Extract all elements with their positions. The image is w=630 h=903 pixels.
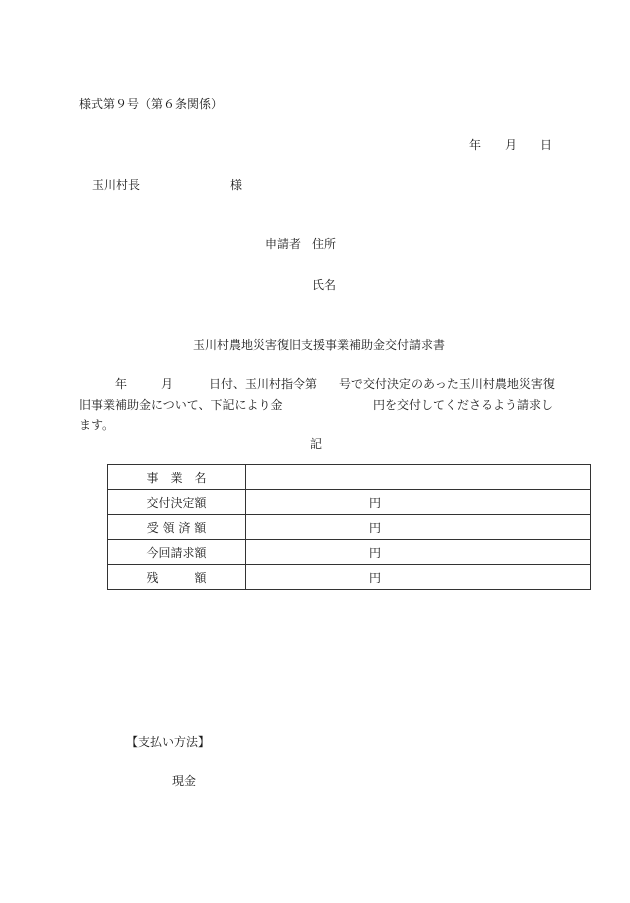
table-row	[108, 515, 591, 540]
row-label: 交付決定額	[108, 490, 246, 515]
body-line2-end: 円を交付してくださるよう請求し	[373, 398, 554, 412]
body-day-text: 日付、玉川村指令第	[209, 377, 318, 391]
date-day: 日	[540, 138, 553, 152]
row-unit: 円	[369, 521, 382, 535]
body-line3: ます。	[79, 418, 115, 432]
name-label: 氏名	[312, 278, 337, 292]
row-value	[246, 490, 591, 515]
table-row	[108, 540, 591, 565]
row-unit: 円	[369, 546, 382, 560]
payment-method: 現金	[172, 774, 197, 788]
body-year: 年	[115, 377, 128, 391]
body-month: 月	[161, 377, 174, 391]
row-label: 今回請求額	[108, 540, 246, 565]
date-year: 年	[469, 138, 482, 152]
form-number: 様式第９号（第６条関係）	[79, 97, 224, 111]
row-value	[246, 565, 591, 590]
row-unit: 円	[369, 571, 382, 585]
table-row	[108, 465, 591, 490]
date-month: 月	[505, 138, 518, 152]
row-label: 残 額	[108, 565, 246, 590]
table-row	[108, 490, 591, 515]
record-table	[107, 464, 591, 590]
addressee-honorific: 様	[230, 178, 243, 192]
applicant-label: 申請者	[265, 237, 302, 251]
row-value	[246, 465, 591, 490]
table-row	[108, 565, 591, 590]
document-title: 玉川村農地災害復旧支援事業補助金交付請求書	[193, 338, 446, 352]
ki-heading: 記	[310, 437, 323, 451]
row-value	[246, 515, 591, 540]
payment-heading: 【支払い方法】	[126, 735, 211, 749]
body-line2-start: 旧事業補助金について、下記により金	[79, 398, 283, 412]
body-line1-rest: 号で交付決定のあった玉川村農地災害復	[339, 377, 555, 391]
row-value	[246, 540, 591, 565]
row-unit: 円	[369, 496, 382, 510]
row-label: 受 領 済 額	[108, 515, 246, 540]
address-label: 住所	[312, 237, 337, 251]
addressee-name: 玉川村長	[92, 178, 141, 192]
row-label: 事 業 名	[108, 465, 246, 490]
